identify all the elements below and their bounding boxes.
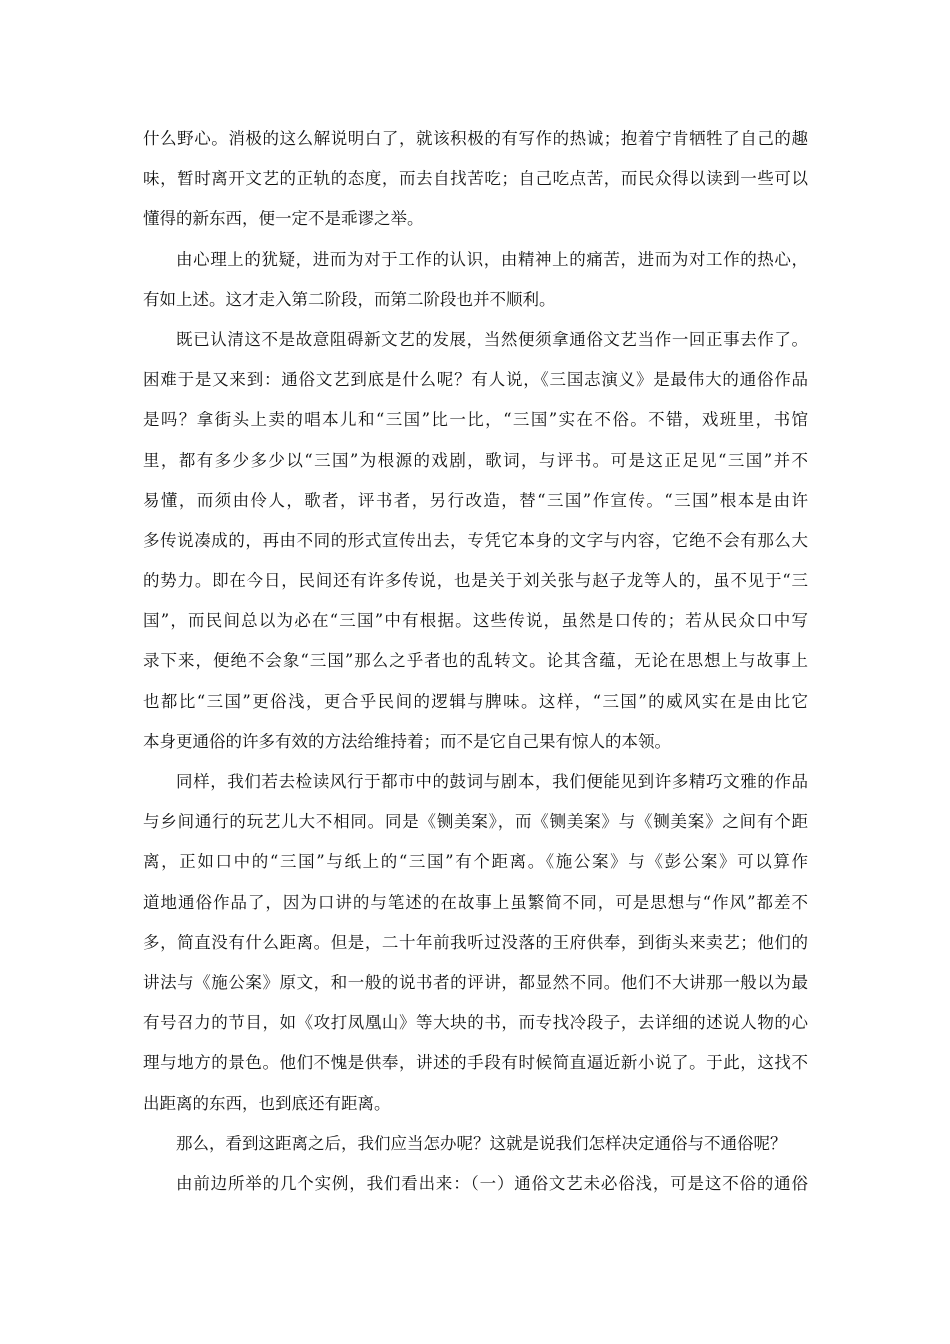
text-line: 离，正如口中的“三国”与纸上的“三国”有个距离。《施公案》与《彭公案》可以算作: [143, 852, 808, 872]
text-line: 多，简直没有什么距离。但是，二十年前我听过没落的王府供奉，到街头来卖艺；他们的: [143, 932, 808, 952]
text-line: 录下来，便绝不会象“三国”那么之乎者也的乱转文。论其含蕴，无论在思想上与故事上: [143, 651, 808, 671]
paragraph: [143, 1124, 808, 1164]
text-line: 有如上述。这才走入第二阶段，而第二阶段也并不顺利。: [143, 289, 556, 309]
text-line: 与乡间通行的玩艺儿大不相同。同是《铡美案》，而《铡美案》与《铡美案》之间有个距: [143, 812, 808, 832]
text-line: 有号召力的节目，如《攻打凤凰山》等大块的书，而专找冷段子，去详细的述说人物的心: [143, 1013, 808, 1033]
text-line: 困难于是又来到：通俗文艺到底是什么呢？有人说，《三国志演义》是最伟大的通俗作品: [143, 370, 808, 390]
document-body: [143, 119, 808, 1204]
text-line: 理与地方的景色。他们不愧是供奉，讲述的手段有时候简直逼近新小说了。于此，这找不: [143, 1053, 808, 1073]
text-line: 易懂，而须由伶人，歌者，评书者，另行改造，替“三国”作宣传。“三国”根本是由许: [143, 490, 808, 510]
text-line: 味，暂时离开文艺的正轨的态度，而去自找苦吃；自己吃点苦，而民众得以读到一些可以: [143, 169, 808, 189]
text-line: 懂得的新东西，便一定不是乖谬之举。: [143, 209, 424, 229]
text-line: 道地通俗作品了，因为口讲的与笔述的在故事上虽繁简不同，可是思想与“作风”都差不: [143, 892, 808, 912]
paragraph: [143, 320, 808, 762]
text-line: 讲法与《施公案》原文，和一般的说书者的评讲，都显然不同。他们不大讲那一般以为最: [143, 972, 808, 992]
text-line: 也都比“三国”更俗浅，更合乎民间的逻辑与脾味。这样，“三国”的威风实在是由比它: [143, 691, 808, 711]
text-line: 什么野心。消极的这么解说明白了，就该积极的有写作的热诚；抱着宁肯牺牲了自己的趣: [143, 129, 808, 148]
paragraph: [143, 119, 808, 240]
text-line: 里，都有多少多少以“三国”为根源的戏剧，歌词，与评书。可是这正足见“三国”并不: [143, 450, 808, 470]
paragraph: [143, 1164, 808, 1204]
paragraph: [143, 240, 808, 320]
text-line: 是吗？拿街头上卖的唱本儿和“三国”比一比，“三国”实在不俗。不错，戏班里，书馆: [143, 410, 808, 430]
text-line: 那么，看到这距离之后，我们应当怎办呢？这就是说我们怎样决定通俗与不通俗呢？: [176, 1133, 787, 1153]
text-line: 由前边所举的几个实例，我们看出来：（一）通俗文艺未必俗浅，可是这不俗的通俗: [176, 1173, 808, 1193]
paragraph: [143, 762, 808, 1124]
text-line: 多传说凑成的，再由不同的形式宣传出去，专凭它本身的文字与内容，它绝不会有那么大: [143, 530, 808, 550]
text-line: 由心理上的犹疑，进而为对于工作的认识，由精神上的痛苦，进而为对工作的热心，: [176, 249, 808, 269]
text-line: 出距离的东西，也到底还有距离。: [143, 1093, 391, 1113]
text-line: 同样，我们若去检读风行于都市中的鼓词与剧本，我们便能见到许多精巧文雅的作品: [176, 772, 808, 791]
text-line: 国”，而民间总以为必在“三国”中有根据。这些传说，虽然是口传的；若从民众口中写: [143, 611, 808, 631]
text-line: 的势力。即在今日，民间还有许多传说，也是关于刘关张与赵子龙等人的，虽不见于“三: [143, 571, 808, 591]
text-line: 本身更通俗的许多有效的方法给维持着；而不是它自己果有惊人的本领。: [143, 731, 671, 751]
text-line: 既已认清这不是故意阻碍新文艺的发展，当然便须拿通俗文艺当作一回正事去作了。: [176, 329, 808, 349]
